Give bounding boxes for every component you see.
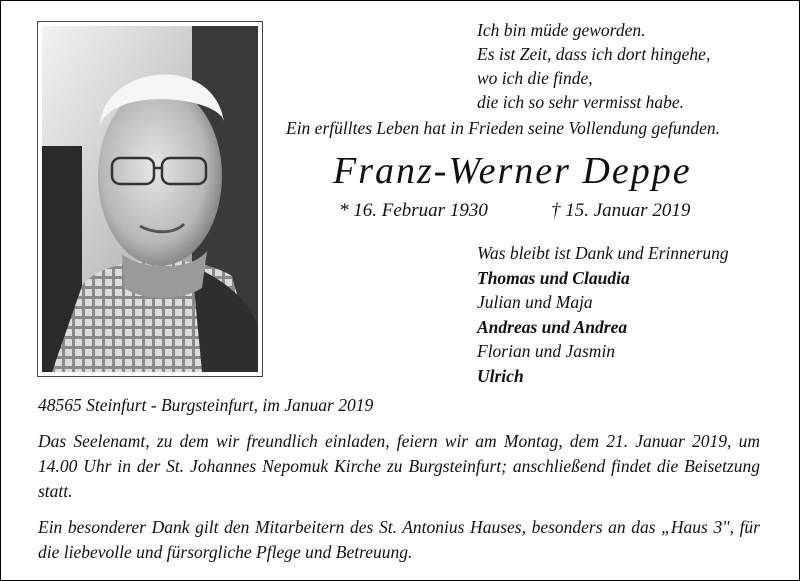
thanks-note: Ein besonderer Dank gilt den Mitarbeitern des St. Antonius Hauses, besonders an das „Haus 3", für die liebevolle und fürsorgliche Pflege und Betreuung. (38, 517, 760, 562)
poem-line: Ich bin müde geworden. (477, 20, 646, 40)
birth-date: * 16. Februar 1930 (339, 200, 488, 221)
portrait-photo (42, 26, 258, 372)
poem (477, 18, 777, 114)
tagline: Ein erfülltes Leben hat in Frieden seine Vollendung gefunden. (286, 118, 721, 138)
name-block (291, 149, 771, 205)
funeral-info: Das Seelenamt, zu dem wir freundlich einladen, feiern wir am Montag, dem 21. Januar 2019, um 14.00 Uhr in der St. Johannes Nepomuk Kirche zu Burgsteinfurt; anschließend findet die Beisetzung statt. (38, 431, 760, 501)
family-list (477, 241, 729, 388)
portrait-image (42, 26, 258, 372)
poem-line: wo ich die finde, (477, 68, 593, 88)
family-member: Ulrich (477, 365, 524, 386)
family-member: Thomas und Claudia (477, 267, 630, 288)
family-intro: Was bleibt ist Dank und Erinnerung (477, 243, 729, 263)
family-member: Julian und Maja (477, 292, 593, 312)
family-member: Andreas und Andrea (477, 316, 628, 337)
location-date: 48565 Steinfurt - Burgsteinfurt, im Januar 2019 (38, 395, 374, 415)
death-date: † 15. Januar 2019 (551, 200, 691, 221)
portrait-frame (37, 21, 263, 377)
family-member: Florian und Jasmin (477, 341, 616, 361)
deceased-name: Franz-Werner Deppe (333, 150, 692, 192)
poem-line: die ich so sehr vermisst habe. (477, 92, 685, 112)
poem-line: Es ist Zeit, dass ich dort hingehe, (477, 44, 711, 64)
